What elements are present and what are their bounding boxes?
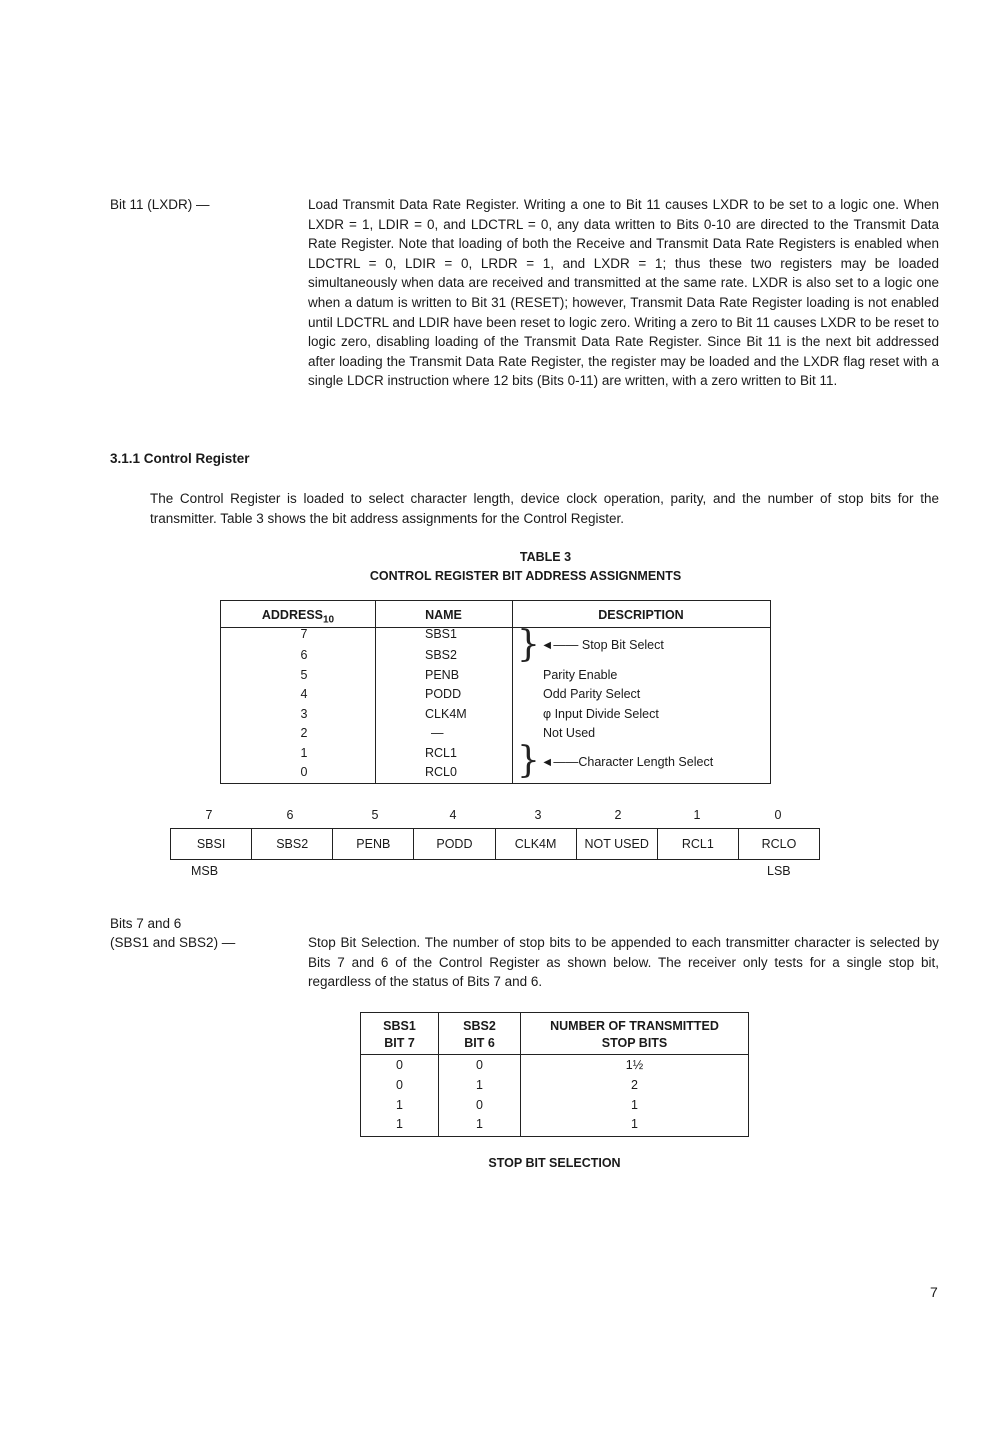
table3-row-name: SBS2	[425, 648, 457, 662]
stop-table-cell: 2	[631, 1078, 638, 1092]
page-number: 7	[930, 1284, 938, 1300]
stop-table-cell: 0	[476, 1058, 483, 1072]
section-heading: 3.1.1 Control Register	[110, 451, 250, 466]
table3-row-name: SBS1	[425, 627, 457, 641]
stop-table-cell: 0	[396, 1078, 403, 1092]
table3-row-address: 1	[300, 746, 308, 760]
stop-table-cell: 1	[631, 1098, 638, 1112]
register-lsb-label: LSB	[767, 864, 791, 878]
register-bit-number: 5	[371, 808, 379, 822]
register-field: PODD	[414, 829, 495, 859]
stop-table-cell: 1	[396, 1098, 403, 1112]
table3-title: TABLE 3	[519, 550, 572, 564]
stop-table-cell: 1	[476, 1117, 483, 1131]
table3-row-address: 7	[300, 627, 308, 641]
stop-bit-group-label: ◄—— Stop Bit Select	[541, 638, 664, 652]
table3-header-description: DESCRIPTION	[598, 608, 684, 622]
register-field: SBSI	[171, 829, 252, 859]
register-field: RCLO	[761, 837, 797, 851]
section-intro: The Control Register is loaded to select character length, device clock operation, parity, and the number of stop bits for the transmitter. Table 3 shows the bit address assignments for the Control Register.	[150, 491, 939, 526]
table3-row-name: PODD	[425, 687, 462, 701]
table3-row-description: Parity Enable	[543, 668, 618, 682]
register-bit-number: 1	[693, 808, 701, 822]
register-bit-number: 0	[774, 808, 782, 822]
stop-bit-brace: }	[517, 624, 540, 665]
control-register-diagram	[170, 828, 820, 860]
bits76-description: Stop Bit Selection. The number of stop bits to be appended to each transmitter character is selected by Bits 7 and 6 of the Control Register as shown below. The receiver only tests for a single stop bit, regardless of the status of Bits 7 and 6.	[308, 935, 939, 990]
register-field: RCL1	[658, 829, 739, 859]
register-bit-number: 6	[286, 808, 294, 822]
register-msb-label: MSB	[191, 864, 219, 878]
stop-table-cell: 0	[476, 1098, 483, 1112]
stop-table-cell: 1	[631, 1117, 638, 1131]
table3-row-description: Odd Parity Select	[543, 687, 641, 701]
char-length-group-label: ◄——Character Length Select	[541, 755, 714, 769]
table3-row-description: φ Input Divide Select	[543, 707, 659, 721]
bit11-description: Load Transmit Data Rate Register. Writing a one to Bit 11 causes LXDR to be set to a logic one. When LXDR = 1, LDIR = 0, and LDCTRL = 0, any data written to Bits 0-10 are directed to the Transmit Data Rate Register. Note that loading of both the Receive and Transmit Data Rate Registers is enabled when LDCTRL = 0, LDIR = 0, LRDR = 1, and LXDR = 1; thus these two registers may be loaded simultaneously when data are received and transmitted at the same rate. LXDR is also set to a logic one when a datum is written to Bit 31 (RESET); however, Transmit Data Rate Register loading is not enabled until LDCTRL and LDIR have been reset to logic zero. Writing a zero to Bit 11 causes LXDR to be reset to logic zero, disabling loading of the Transmit Data Rate Register. Since Bit 11 is the next bit addressed after loading the Transmit Data Rate Register, the register may be loaded and the LXDR flag reset with a single LDCR instruction where 12 bits (Bits 0-11) are written, with a zero written to Bit 11.	[308, 197, 939, 389]
register-field: SBS2	[252, 829, 333, 859]
stop-table-caption: STOP BIT SELECTION	[488, 1156, 621, 1170]
table3-row-name: RCL1	[425, 746, 457, 760]
table3-subtitle: CONTROL REGISTER BIT ADDRESS ASSIGNMENTS	[369, 569, 682, 583]
register-field: PENB	[333, 829, 414, 859]
register-bit-number: 7	[205, 808, 213, 822]
stop-table-cell: 1½	[625, 1058, 644, 1072]
table3-header-address: $ADDRESS_{10}$	[261, 608, 335, 626]
table3-row-description: Not Used	[543, 726, 596, 740]
register-bit-number: 4	[449, 808, 457, 822]
register-bit-number: 3	[534, 808, 542, 822]
table3-row-address: 3	[300, 707, 308, 721]
stop-table-header-sbs1: SBS1 BIT 7	[383, 1019, 416, 1050]
register-bit-number: 2	[614, 808, 622, 822]
stop-table-cell: 0	[396, 1058, 403, 1072]
bit11-label: Bit 11 (LXDR) —	[110, 197, 210, 212]
table3-header-name: NAME	[425, 608, 462, 622]
char-length-brace: }	[517, 740, 540, 781]
table3-row-name: CLK4M	[425, 707, 467, 721]
table3	[220, 600, 771, 784]
table3-row-name: —	[431, 726, 444, 740]
table3-row-name: PENB	[425, 668, 460, 682]
stop-table-header-sbs2: SBS2 BIT 6	[463, 1019, 496, 1050]
table3-row-address: 6	[300, 648, 308, 662]
bits76-label-line2: (SBS1 and SBS2) —	[110, 935, 236, 950]
table3-row-address: 2	[300, 726, 308, 740]
table3-row-address: 5	[300, 668, 308, 682]
register-field: NOT USED	[577, 829, 658, 859]
table3-row-name: RCL0	[425, 765, 457, 779]
table3-row-address: 4	[300, 687, 308, 701]
stop-bit-table	[360, 1012, 749, 1137]
register-field: CLK4M	[496, 829, 577, 859]
stop-table-header-stopbits: NUMBER OF TRANSMITTED STOP BITS	[550, 1019, 719, 1050]
stop-table-cell: 1	[396, 1117, 403, 1131]
table3-row-address: 0	[300, 765, 308, 779]
stop-table-cell: 1	[476, 1078, 483, 1092]
bits76-label-line1: Bits 7 and 6	[110, 916, 182, 931]
